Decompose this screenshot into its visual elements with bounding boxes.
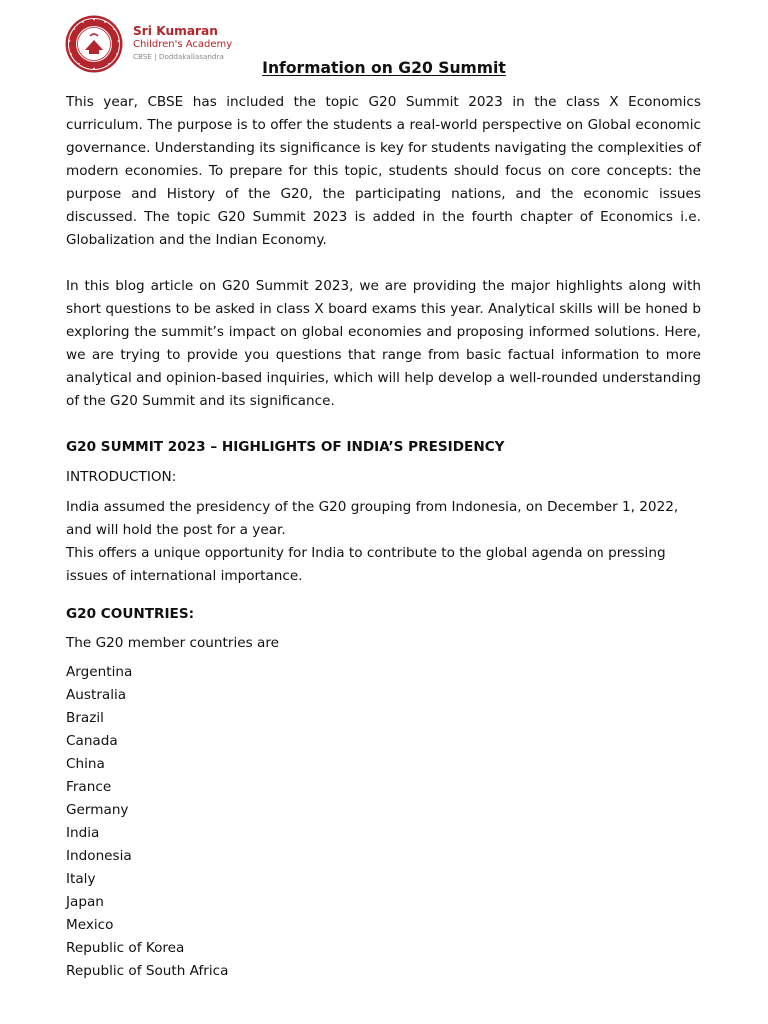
country-item: Italy [66,871,96,887]
school-name: Sri Kumaran [133,24,218,38]
document-title: Information on G20 Summit [262,59,506,77]
school-subtitle: Children's Academy [133,39,233,51]
country-item: Republic of South Africa [66,963,229,979]
countries-list [66,661,701,983]
country-item: Mexico [66,917,114,933]
country-item: India [66,825,100,841]
highlights-heading: G20 SUMMIT 2023 – HIGHLIGHTS OF INDIA’S PRESIDENCY [66,439,505,455]
country-item: Australia [66,687,127,703]
country-item: Argentina [66,664,133,680]
country-item: Germany [66,802,129,818]
logo-text [133,25,232,60]
countries-heading: G20 COUNTRIES: [66,606,195,622]
country-item: Indonesia [66,848,132,864]
intro-paragraph-1: This year, CBSE has included the topic G20 Summit 2023 in the class X Economics curriculum. The purpose is to offer the students a real-world perspective on Global economic governance. Understanding its significance is key for students navigating the complexities of modern economies. To prepare for this topic, students should focus on core concepts: the purpose and History of the G20, the participating nations, and the economic issues discussed. The topic G20 Summit 2023 is added in the fourth chapter of Economics i.e. Globalization and the Indian Economy. [66,94,701,248]
country-item: Brazil [66,710,104,726]
introduction-label: INTRODUCTION: [66,469,177,485]
country-item: France [66,779,112,795]
presidency-line-1: India assumed the presidency of the G20 grouping from Indonesia, on December 1, 2022, and will hold the post for a year. [66,499,679,538]
country-item: Japan [66,894,104,910]
school-tagline: CBSE | Doddakallasandra [133,52,224,62]
country-item: China [66,756,105,772]
presidency-line-2: This offers a unique opportunity for India to contribute to the global agenda on pressing issues of international importance. [66,545,666,584]
countries-intro: The G20 member countries are [66,635,279,651]
country-item: Republic of Korea [66,940,185,956]
country-item: Canada [66,733,118,749]
intro-paragraph-2: In this blog article on G20 Summit 2023, we are providing the major highlights along with short questions to be asked in class X board exams this year. Analytical skills will be honed b exploring the summit’s impact on global economies and proposing informed solutions. Here, we are trying to provide you questions that range from basic factual information to more analytical and opinion-based inquiries, which will help develop a well-rounded understanding of the G20 Summit and its significance. [66,278,701,409]
document-body [66,91,701,983]
